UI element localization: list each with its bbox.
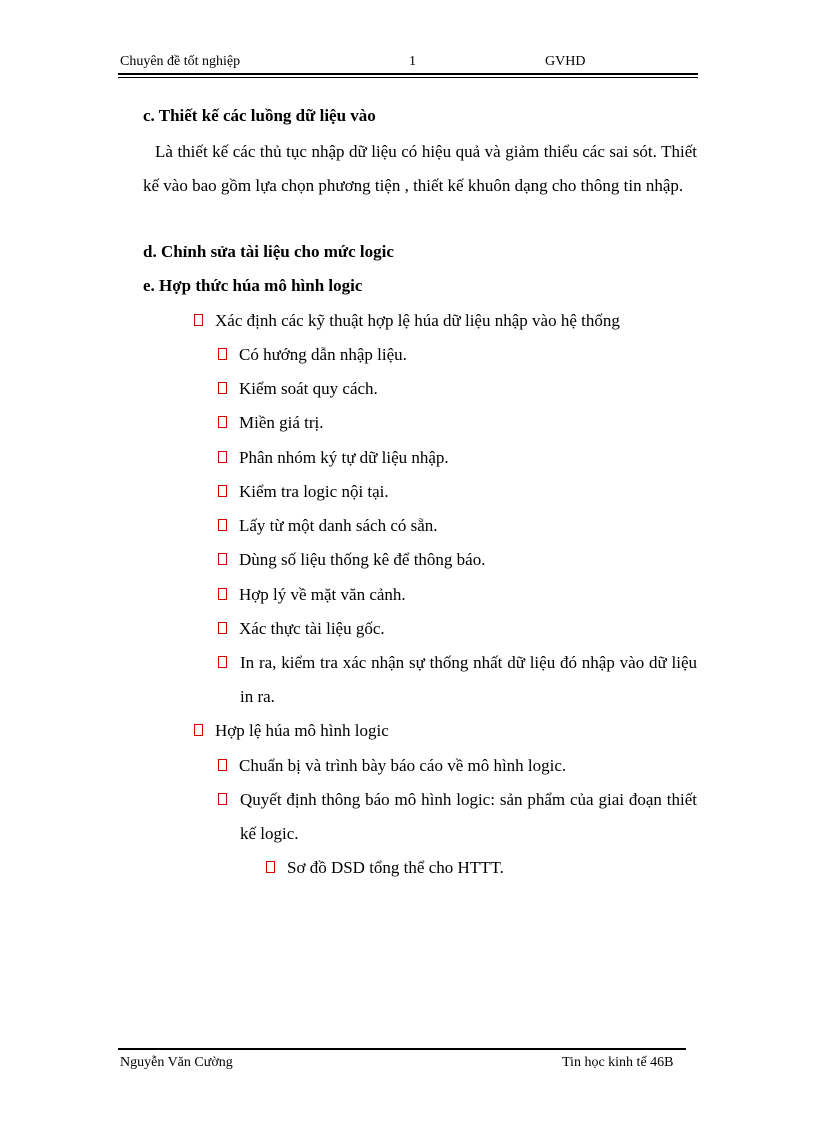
header-left: Chuyên đề tốt nghiệp bbox=[120, 54, 241, 69]
sub-item-text-long-2: Quyết định thông báo mô hình logic: sản phẩm của giai đoạn thiết kế logic. bbox=[240, 790, 697, 843]
footer-rule bbox=[118, 1048, 686, 1050]
bullet-square-icon bbox=[218, 656, 227, 668]
sub-item bbox=[218, 413, 324, 433]
heading-e: e. Hợp thức húa mô hình logic bbox=[143, 276, 363, 295]
bullet-square-icon bbox=[218, 382, 227, 394]
sub-item-text: Kiểm tra logic nội tại. bbox=[239, 482, 389, 501]
bullet-square-icon bbox=[218, 485, 227, 497]
heading-c: c. Thiết kế các luồng dữ liệu vào bbox=[143, 106, 376, 125]
bullet-square-icon bbox=[218, 416, 227, 428]
sub-sub-item bbox=[266, 858, 504, 878]
bullet-square-icon-wrap bbox=[218, 653, 239, 673]
bullet-square-icon bbox=[218, 622, 227, 634]
bullet-square-icon bbox=[266, 861, 275, 873]
sub-item bbox=[218, 379, 378, 399]
sub-item bbox=[218, 756, 566, 776]
sub-item bbox=[218, 345, 407, 365]
sub-item-text: Chuẩn bị và trình bày báo cáo về mô hình logic. bbox=[239, 756, 567, 775]
sub-item bbox=[218, 482, 389, 502]
sub-item-text: Miền giá trị. bbox=[239, 413, 324, 432]
sub-item bbox=[218, 619, 385, 639]
sub-item-text: Phân nhóm ký tự dữ liệu nhập. bbox=[239, 448, 449, 467]
heading-d: d. Chỉnh sửa tài liệu cho mức logic bbox=[143, 242, 394, 261]
sub-item-text: Xác thực tài liệu gốc. bbox=[239, 619, 385, 638]
sub-item-text: Có hướng dẫn nhập liệu. bbox=[239, 345, 407, 364]
bullet-item-2-text: Hợp lệ húa mô hình logic bbox=[215, 721, 389, 740]
bullet-square-icon bbox=[218, 519, 227, 531]
bullet-item-1 bbox=[194, 311, 620, 331]
bullet-square-icon bbox=[218, 348, 227, 360]
bullet-square-icon bbox=[218, 759, 227, 771]
bullet-square-icon bbox=[218, 553, 227, 565]
sub-item-text: Dùng số liệu thống kê để thông báo. bbox=[239, 550, 486, 569]
sub-item-text: Kiểm soát quy cách. bbox=[239, 379, 378, 398]
sub-sub-item-text: Sơ đồ DSD tổng thể cho HTTT. bbox=[287, 858, 504, 877]
paragraph-c: Là thiết kế các thủ tục nhập dữ liệu có hiệu quả và giảm thiểu các sai sót. Thiết kế vào bao gồm lựa chọn phương tiện , thiết kế khuôn dạng cho thông tin nhập. bbox=[143, 142, 697, 195]
bullet-square-icon bbox=[218, 451, 227, 463]
sub-item bbox=[218, 550, 485, 570]
header-rule bbox=[118, 73, 698, 75]
footer-right: Tin học kinh tế 46B bbox=[562, 1055, 674, 1070]
sub-item bbox=[218, 585, 406, 605]
bullet-square-icon-wrap-2 bbox=[218, 790, 239, 810]
bullet-square-icon bbox=[194, 314, 203, 326]
sub-item-text: Hợp lý về mặt văn cảnh. bbox=[239, 585, 406, 604]
sub-item-text-long: In ra, kiểm tra xác nhận sự thống nhất dữ liệu đó nhập vào dữ liệu in ra. bbox=[240, 653, 697, 706]
sub-item bbox=[218, 516, 438, 536]
bullet-item-1-text: Xác định các kỹ thuật hợp lệ húa dữ liệu nhập vào hệ thống bbox=[215, 311, 620, 330]
bullet-square-icon bbox=[194, 724, 203, 736]
header-page-number: 1 bbox=[409, 54, 416, 69]
bullet-square-icon bbox=[218, 793, 227, 805]
footer-left: Nguyễn Văn Cường bbox=[120, 1055, 233, 1070]
bullet-square-icon bbox=[218, 588, 227, 600]
header-right: GVHD bbox=[545, 54, 586, 69]
sub-item-text: Lấy từ một danh sách có sẵn. bbox=[239, 516, 438, 535]
header-rule-thin bbox=[118, 77, 698, 78]
sub-item bbox=[218, 448, 449, 468]
bullet-item-2 bbox=[194, 721, 389, 741]
